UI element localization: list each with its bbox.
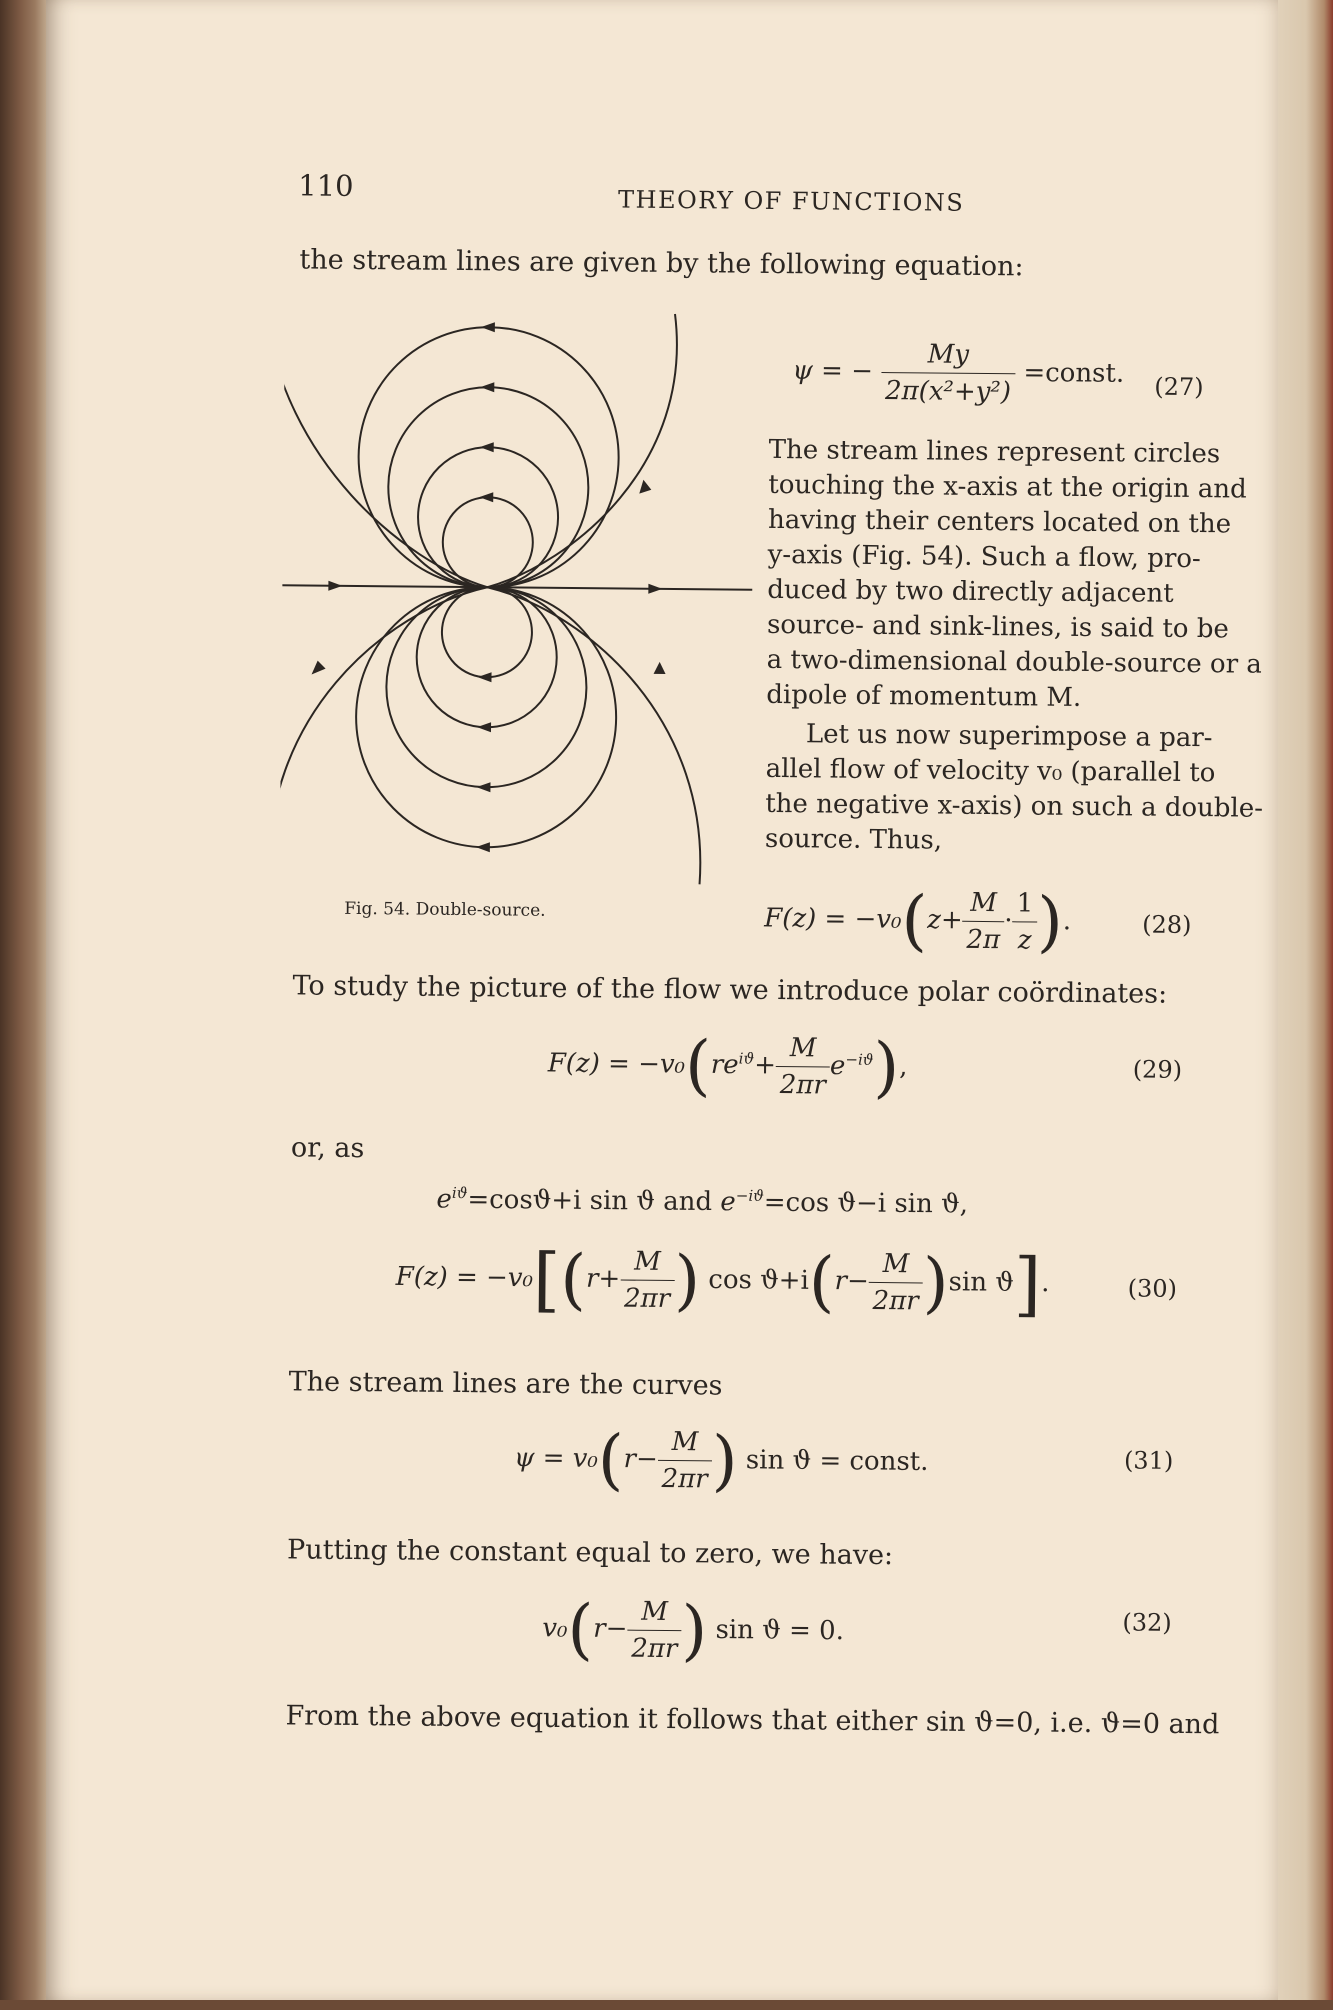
- equation-31-number: (31): [1123, 1446, 1174, 1475]
- equation-30: F(z) = −v₀[(r+ $\frac{M}{2\pi r}$ ) cos ϑ+i(r− $\frac{M}{2\pi r}$ )sin ϑ].: [395, 1238, 1050, 1326]
- or-as-line: or, as: [290, 1132, 365, 1165]
- paragraph-superimpose: Let us now superimpose a par- allel flow of velocity v₀ (parallel to the negative x-axis) on such a double- source. Thus,: [764, 719, 1264, 856]
- book-spine: [0, 0, 50, 2000]
- equation-28-number: (28): [1142, 910, 1192, 940]
- equation-28: F(z) = −v₀(z+ $\frac{M}{2\pi}$ · $\frac{1}{z}$ ).: [764, 881, 1072, 961]
- intro-line: the stream lines are given by the following equation:: [299, 244, 1024, 283]
- equation-32: v₀(r− $\frac{M}{2\pi r}$ ) sin ϑ = 0.: [542, 1590, 845, 1669]
- page-content: [239, 0, 1264, 2009]
- streamline-circle-upper-2: [387, 386, 589, 588]
- polar-coordinates-line: To study the picture of the flow we introduce polar coördinates:: [292, 970, 1168, 1010]
- constant-zero-line: Putting the constant equal to zero, we have:: [286, 1534, 894, 1572]
- equation-27-number: (27): [1154, 372, 1204, 402]
- streamline-circle-lower-4: [442, 587, 533, 678]
- outer-streamline-lower: [279, 585, 702, 884]
- equation-29-number: (29): [1132, 1055, 1183, 1084]
- streamline-circle-upper-1: [357, 326, 619, 588]
- page-number: 110: [298, 168, 354, 203]
- equation-31: ψ = v₀(r− $\frac{M}{2\pi r}$ ) sin ϑ = const.: [513, 1420, 929, 1500]
- figure-caption: Fig. 54. Double-source.: [344, 898, 546, 921]
- equation-29: $F(z) = -v_0(re^{iϑ}+$ $\frac{M}{2\pi r}$ $e^{-iϑ}$),: [547, 1026, 908, 1106]
- equation-27: ψ = − $\frac{My}{\text{2π(x²+y²)}}$ =const.: [792, 335, 1124, 411]
- streamline-circle-lower-3: [416, 587, 557, 728]
- equation-30-number: (30): [1127, 1274, 1178, 1303]
- double-source-figure: [279, 300, 755, 894]
- book-page: [46, 0, 1278, 2000]
- euler-identities: $e^{iϑ}=\cos ϑ+i$ sin ϑ and $e^{-iϑ}=\cos$ ϑ−i sin ϑ,: [436, 1183, 969, 1220]
- stream-curves-line: The stream lines are the curves: [288, 1366, 723, 1402]
- page-stack-edge: [1273, 0, 1333, 2000]
- last-line: From the above equation it follows that either sin ϑ=0, i.e. ϑ=0 and: [285, 1700, 1220, 1741]
- running-title: THEORY OF FUNCTIONS: [617, 185, 965, 217]
- paragraph-stream-lines: The stream lines represent circles touching the x-axis at the origin and having their centers located on the y-axis (Fig. 54). Such a flow, pro- duced by two directly adjacent source- and sink-lines, is said to be a two-dimensional double-source or a dipole of momentum M.: [766, 434, 1263, 713]
- streamline-circle-lower-1: [355, 586, 617, 848]
- equation-32-number: (32): [1122, 1608, 1172, 1637]
- x-axis-streamline: [279, 585, 752, 590]
